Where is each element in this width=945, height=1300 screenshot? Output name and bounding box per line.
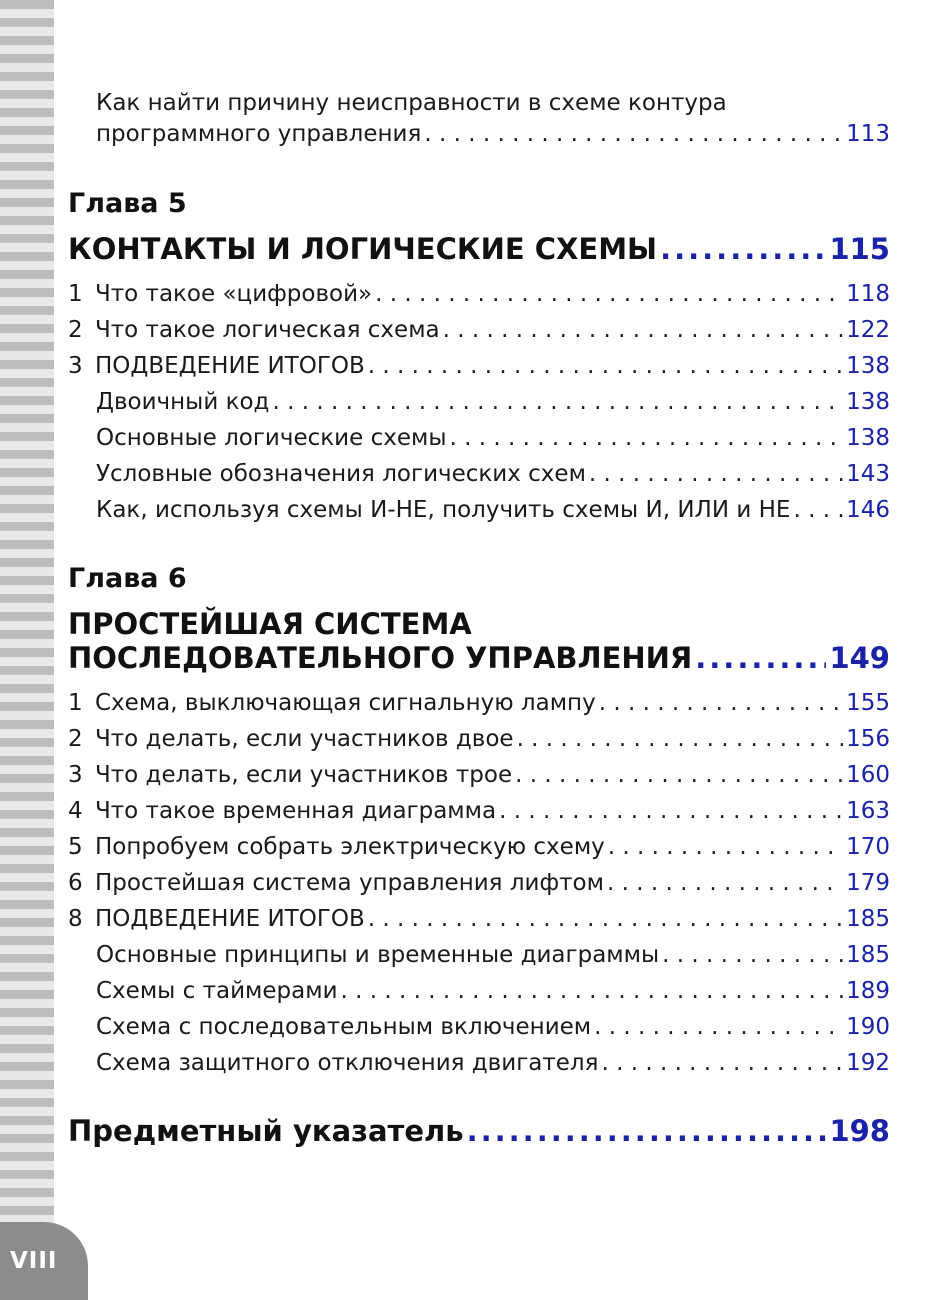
- page-edge-stripes: [0, 0, 54, 1300]
- toc-entry-label: [68, 906, 365, 932]
- toc-entry[interactable]: [68, 834, 890, 860]
- toc-entry[interactable]: [68, 353, 890, 379]
- toc-entry-label: [96, 461, 586, 487]
- page-number: VIII: [10, 1248, 58, 1274]
- toc-entry-page: 160: [846, 762, 890, 788]
- page-number-tab: [0, 1222, 88, 1300]
- toc-entry-label: [68, 870, 604, 896]
- toc-entry-label: [68, 353, 365, 379]
- toc-entry-label: [68, 834, 605, 860]
- toc-entry-text: Что такое «цифровой»: [95, 281, 373, 307]
- toc-entry[interactable]: [68, 942, 890, 968]
- toc-entry-text: Что такое временная диаграмма: [95, 798, 497, 824]
- toc-entry-number: 2: [68, 726, 83, 752]
- toc-entry-label: [96, 978, 338, 1004]
- chapter5-title-entry[interactable]: [68, 232, 890, 266]
- toc-entry-page: 192: [846, 1050, 890, 1076]
- toc-entry[interactable]: [68, 281, 890, 307]
- toc-entry-number: 2: [68, 317, 83, 343]
- leader-dots: [660, 232, 826, 266]
- intro-entry-page: 113: [846, 121, 890, 147]
- leader-dots: [607, 870, 843, 896]
- toc-entry[interactable]: [68, 497, 890, 523]
- toc-entry-number: 3: [68, 762, 83, 788]
- toc-entry-page: 190: [846, 1014, 890, 1040]
- toc-entry-number: 6: [68, 870, 83, 896]
- toc-entry-label: [96, 1014, 591, 1040]
- index-title: Предметный указатель: [68, 1114, 464, 1148]
- toc-entry[interactable]: [68, 389, 890, 415]
- toc-entry-text: Схема защитного отключения двигателя: [96, 1050, 599, 1076]
- toc-entry-page: 146: [846, 497, 890, 523]
- toc-entry-text: Основные логические схемы: [96, 425, 447, 451]
- toc-entry-text: Схема, выключающая сигнальную лампу: [95, 690, 596, 716]
- toc-entry[interactable]: [68, 317, 890, 343]
- intro-entry-line2: программного управления: [96, 121, 422, 147]
- toc-entry-page: 138: [846, 389, 890, 415]
- toc-entry-number: 5: [68, 834, 83, 860]
- intro-entry[interactable]: [96, 121, 890, 147]
- index-entry[interactable]: [68, 1114, 890, 1148]
- toc-entry-text: Что делать, если участников двое: [95, 726, 514, 752]
- toc-entry-text: Двоичный код: [96, 389, 270, 415]
- toc-entry[interactable]: [68, 798, 890, 824]
- toc-entry-page: 170: [846, 834, 890, 860]
- leader-dots: [608, 834, 843, 860]
- leader-dots: [467, 1114, 827, 1148]
- toc-entry-page: 118: [846, 281, 890, 307]
- toc-entry-page: 185: [846, 942, 890, 968]
- leader-dots: [601, 1050, 843, 1076]
- leader-dots: [599, 690, 843, 716]
- toc-entry-page: 189: [846, 978, 890, 1004]
- toc-entry-label: [96, 389, 269, 415]
- toc-entry-page: 156: [846, 726, 890, 752]
- toc-entry-number: 3: [68, 353, 83, 379]
- toc-entry-page: 122: [846, 317, 890, 343]
- toc-entry-text: Условные обозначения логических схем: [96, 461, 586, 487]
- leader-dots: [368, 906, 843, 932]
- chapter6-title-entry[interactable]: [68, 641, 890, 675]
- leader-dots: [449, 425, 843, 451]
- leader-dots: [793, 497, 843, 523]
- leader-dots: [662, 942, 843, 968]
- toc-entry-number: 8: [68, 906, 83, 932]
- toc-entry-number: 4: [68, 798, 83, 824]
- toc-entry-page: 163: [846, 798, 890, 824]
- toc-entry-text: Схема с последовательным включением: [96, 1014, 592, 1040]
- toc-entry-text: Что делать, если участников трое: [95, 762, 513, 788]
- toc-entry[interactable]: [68, 906, 890, 932]
- leader-dots: [443, 317, 843, 343]
- chapter5-title: КОНТАКТЫ И ЛОГИЧЕСКИЕ СХЕМЫ: [68, 232, 658, 266]
- toc-entry-text: Простейшая система управления лифтом: [95, 870, 604, 896]
- toc-entry-page: 179: [846, 870, 890, 896]
- toc-entry-label: [68, 281, 372, 307]
- toc-entry-page: 143: [846, 461, 890, 487]
- toc-entry-page: 138: [846, 353, 890, 379]
- toc-entry[interactable]: [68, 1014, 890, 1040]
- toc-entry-text: Что такое логическая схема: [95, 317, 440, 343]
- leader-dots: [515, 762, 843, 788]
- toc-entry-label: [68, 798, 496, 824]
- toc-entry-number: 1: [68, 281, 83, 307]
- toc-entry-text: Основные принципы и временные диаграммы: [96, 942, 660, 968]
- index-page: 198: [829, 1114, 890, 1148]
- leader-dots: [272, 389, 843, 415]
- toc-entry-text: ПОДВЕДЕНИЕ ИТОГОВ: [95, 353, 365, 379]
- toc-entry-text: Как, используя схемы И-НЕ, получить схемы И, ИЛИ и НЕ: [96, 497, 791, 523]
- toc-entry[interactable]: [68, 978, 890, 1004]
- toc-entry[interactable]: [68, 425, 890, 451]
- toc-entry-label: [96, 425, 446, 451]
- toc-entry-text: Схемы с таймерами: [96, 978, 338, 1004]
- leader-dots: [594, 1014, 843, 1040]
- toc-entry-page: 185: [846, 906, 890, 932]
- chapter6-title-line2: ПОСЛЕДОВАТЕЛЬНОГО УПРАВЛЕНИЯ: [68, 641, 693, 675]
- leader-dots: [424, 121, 843, 147]
- leader-dots: [517, 726, 844, 752]
- toc-entry-text: ПОДВЕДЕНИЕ ИТОГОВ: [95, 906, 365, 932]
- toc-entry[interactable]: [68, 461, 890, 487]
- chapter5-heading: Глава 5: [68, 188, 187, 219]
- leader-dots: [375, 281, 843, 307]
- leader-dots: [589, 461, 843, 487]
- chapter6-title-line1: ПРОСТЕЙШАЯ СИСТЕМА: [68, 607, 472, 641]
- toc-entry[interactable]: [68, 870, 890, 896]
- leader-dots: [341, 978, 844, 1004]
- toc-entry-text: Попробуем собрать электрическую схему: [95, 834, 605, 860]
- chapter6-heading: Глава 6: [68, 563, 187, 594]
- toc-entry-label: [96, 497, 790, 523]
- leader-dots: [499, 798, 843, 824]
- chapter6-page: 149: [829, 641, 890, 675]
- intro-entry-line1: Как найти причину неисправности в схеме контура: [96, 90, 727, 116]
- toc-entry-number: 1: [68, 690, 83, 716]
- leader-dots: [368, 353, 843, 379]
- toc-entry[interactable]: [68, 762, 890, 788]
- chapter5-page: 115: [829, 232, 890, 266]
- toc-entry-label: [68, 762, 512, 788]
- toc-entry-label: [96, 1050, 598, 1076]
- toc-entry[interactable]: [68, 690, 890, 716]
- toc-entry[interactable]: [68, 726, 890, 752]
- toc-entry-label: [68, 726, 514, 752]
- toc-entry-label: [96, 942, 659, 968]
- leader-dots: [695, 641, 826, 675]
- toc-entry-label: [68, 317, 440, 343]
- toc-entry-page: 138: [846, 425, 890, 451]
- toc-entry-label: [68, 690, 596, 716]
- toc-entry-page: 155: [846, 690, 890, 716]
- toc-entry[interactable]: [68, 1050, 890, 1076]
